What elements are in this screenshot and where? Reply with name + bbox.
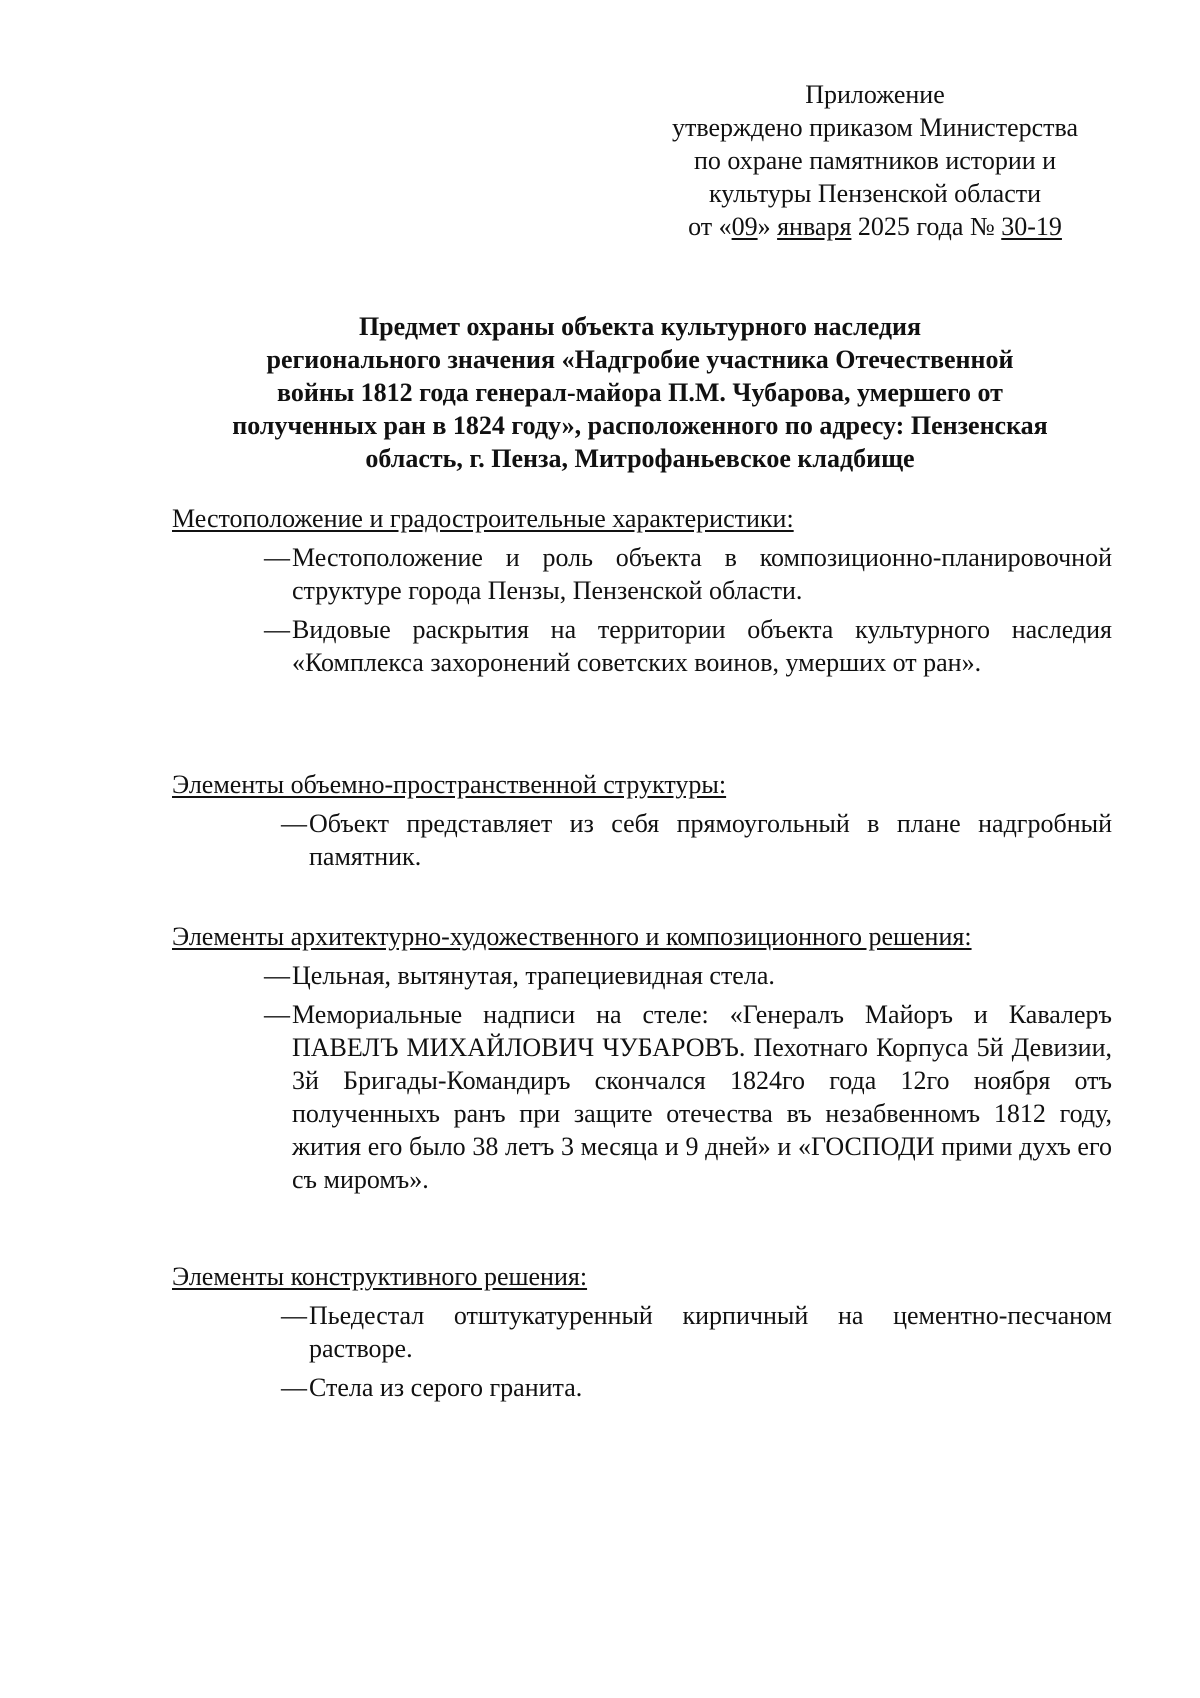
list-item <box>172 613 1112 679</box>
dash-bullet: — <box>264 1000 290 1029</box>
section-heading: Элементы конструктивного решения: <box>172 1262 588 1291</box>
dash-bullet: — <box>281 1301 307 1330</box>
list-item-text: Местоположение и роль объекта в композиционно-планировочной структуре города Пензы, Пензенской области. <box>292 543 1112 605</box>
dash-bullet: — <box>281 1373 307 1402</box>
section-heading: Элементы объемно-пространственной структуры: <box>172 770 727 799</box>
section-volume-structure <box>172 768 1112 873</box>
list-item-text: Мемориальные надписи на стеле: «Генералъ Майоръ и Кавалеръ ПАВЕЛЪ МИХАЙЛОВИЧ ЧУБАРОВЪ. Пехотнаго Корпуса 5й Девизии, 3й Бригады-Командиръ скончался 1824го года 12го ноября отъ полученныхъ ранъ при защите отечества въ незабвенномъ 1812 году, жития его было 38 летъ 3 месяца и 9 дней» и «ГОСПОДИ прими духъ его съ миромъ». <box>292 1000 1112 1194</box>
approval-line-2: утверждено приказом Министерства <box>671 113 1079 142</box>
section-architecture <box>172 920 1112 1196</box>
document-title <box>170 310 1110 475</box>
section-items <box>172 959 1112 1196</box>
date-prefix: от « <box>688 212 732 241</box>
dash-bullet: — <box>264 543 290 572</box>
title-line-5: область, г. Пенза, Митрофаньевское кладбище <box>365 444 915 473</box>
list-item-text: Стела из серого гранита. <box>309 1373 583 1402</box>
approval-line-3: по охране памятников истории и <box>693 146 1057 175</box>
approval-line-4: культуры Пензенской области <box>708 179 1042 208</box>
list-item-text: Объект представляет из себя прямоугольный в плане надгробный памятник. <box>309 809 1112 871</box>
list-item <box>172 998 1112 1196</box>
date-suffix: 2025 года № <box>851 212 1002 241</box>
title-line-2: регионального значения «Надгробие участника Отечественной <box>266 345 1014 374</box>
list-item-text: Цельная, вытянутая, трапециевидная стела. <box>292 961 775 990</box>
list-item-text: Пьедестал отштукатуренный кирпичный на цементно-песчаном растворе. <box>309 1301 1112 1363</box>
list-item <box>172 807 1112 873</box>
list-item <box>172 541 1112 607</box>
title-line-4: полученных ран в 1824 году», расположенного по адресу: Пензенская <box>232 411 1048 440</box>
dash-bullet: — <box>264 961 290 990</box>
section-items <box>172 807 1112 873</box>
list-item-text: Видовые раскрытия на территории объекта культурного наследия «Комплекса захоронений советских воинов, умерших от ран». <box>292 615 1112 677</box>
section-items <box>172 1299 1112 1404</box>
list-item <box>172 1371 1112 1404</box>
title-line-3: войны 1812 года генерал-майора П.М. Чубарова, умершего от <box>277 378 1003 407</box>
approval-date-line <box>640 210 1110 243</box>
date-day: 09 <box>731 212 758 241</box>
section-location <box>172 502 1112 679</box>
date-mid: » <box>757 212 778 241</box>
approval-line-1: Приложение <box>805 80 945 109</box>
approval-block <box>640 78 1110 243</box>
order-number: 30-19 <box>1001 212 1062 241</box>
section-heading: Элементы архитектурно-художественного и композиционного решения: <box>172 922 972 951</box>
dash-bullet: — <box>281 809 307 838</box>
list-item <box>172 959 1112 992</box>
title-line-1: Предмет охраны объекта культурного наследия <box>358 312 922 341</box>
section-items <box>172 541 1112 679</box>
list-item <box>172 1299 1112 1365</box>
section-construction <box>172 1260 1112 1404</box>
section-heading: Местоположение и градостроительные характеристики: <box>172 504 794 533</box>
date-month: января <box>777 212 852 241</box>
dash-bullet: — <box>264 615 290 644</box>
